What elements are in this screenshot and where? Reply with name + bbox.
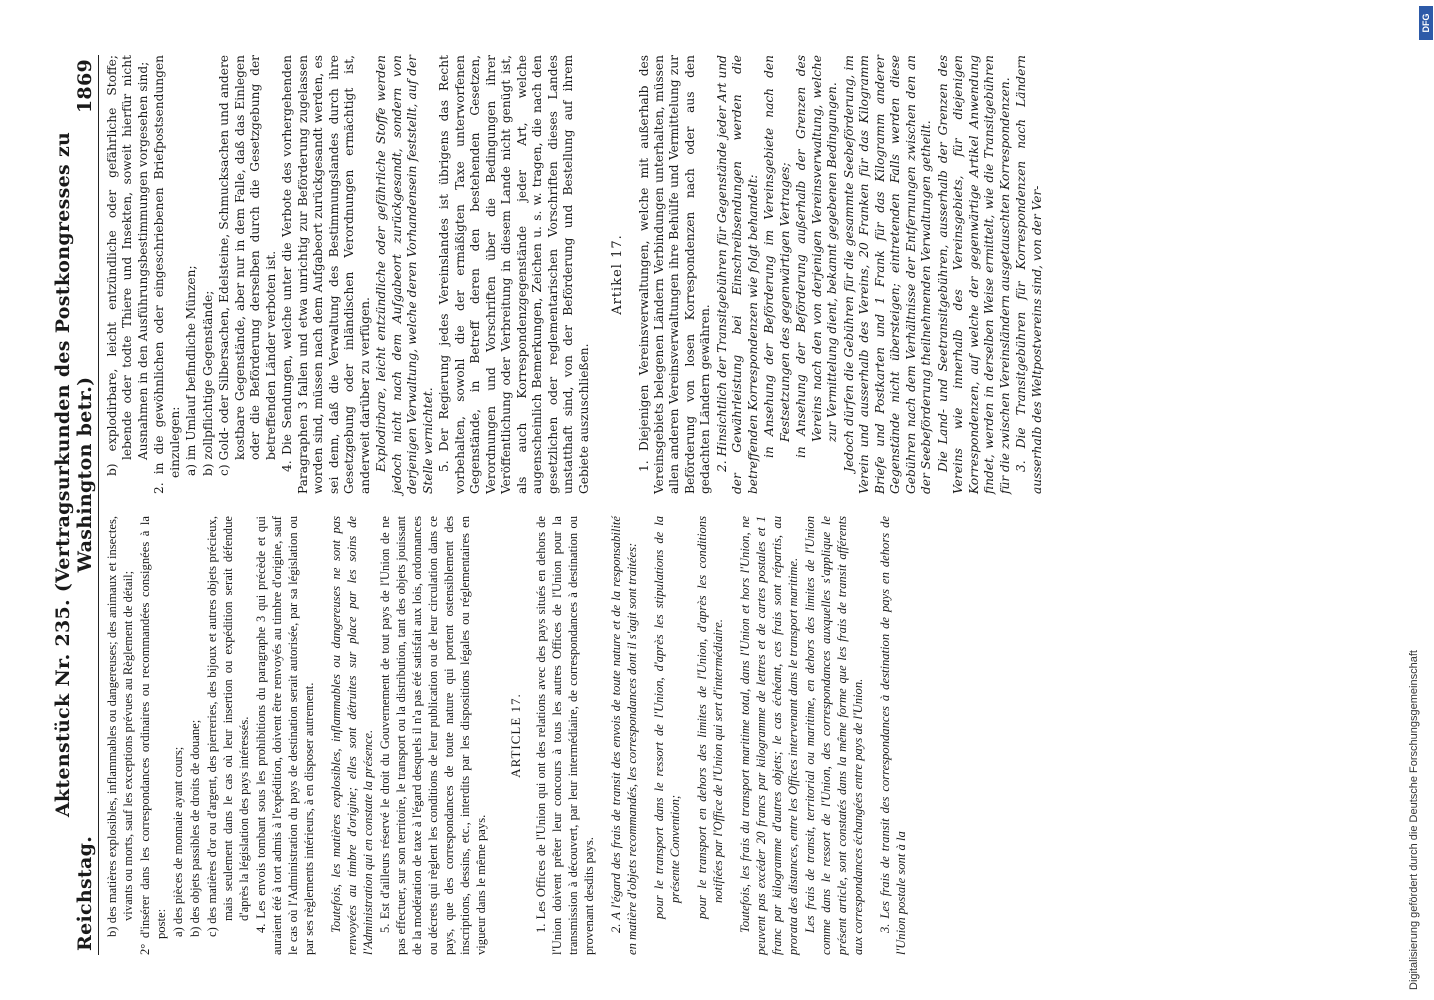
fr-article-17-3: 3. Les frais de transit des correspondances à destination de pays en dehors de l'Union postale sont à la xyxy=(877,516,908,955)
fr-paragraph-5: 5. Est d'ailleurs réservé le droit du Gouvernement de tout pays de l'Union de ne pas effectuer, sur son territoire, le transport ou la distribution, tant des objets jouissant de la modération de taxe à l'égard desquels il n'a pas été satisfait aux lois, ordonnances ou décrets qui règlent les conditions de leur publication ou de leur circulation dans ce pays, que des correspondances de toute nature qui portent ostensiblement des inscriptions, dessins, etc., interdits par les dispositions légales ou réglementaires en vigueur dans le même pays. xyxy=(377,516,488,955)
digitization-credit: Digitalisierung gefördert durch die Deutsche Forschungsgemeinschaft xyxy=(1408,650,1420,990)
french-column xyxy=(105,516,1046,955)
two-column-body xyxy=(99,55,1046,955)
de-item-2a: a) im Umlauf befindliche Münzen; xyxy=(184,265,199,476)
fr-article-title: ARTICLE 17. xyxy=(507,693,523,778)
fr-item-b: b) des matières explosibles, inflammables ou dangereuses; des animaux et insectes, vivants ou morts, sauf les exceptions prévues au Règlement de détail; xyxy=(105,516,135,937)
de-item-2b: b) zollpflichtige Gegenstände; xyxy=(200,290,215,476)
fr-paragraph-4: 4. Les envois tombant sous les prohibitions du paragraphe 3 qui précède et qui auraient été à tort admis à l'expédition, doivent être renvoyés au timbre d'origine, sauf le cas où l'Administration du pays de destination serait autorisée, par sa législation ou par ses règlements intérieurs, à en disposer autrement. xyxy=(253,516,316,955)
de-item-b: b) explodirbare, leicht entzündliche oder gefährliche Stoffe; lebende oder todte Thiere und Insekten, soweit hierfür nicht Ausnahmen in den Ausführungsbestimmungen vorgesehen sind; xyxy=(105,55,150,476)
fr-article-17-2: 2. A l'égard des frais de transit des envois de toute nature et de la responsabilité en matière d'objets recommandés, les correspondances dont il s'agit sont traitées: xyxy=(609,516,640,955)
fr-item-2c: c) des matières d'or ou d'argent, des pierreries, des bijoux et autres objets précieux, mais seulement dans le cas où leur insertion ou expédition serait défendue d'après la législation des pays intéressés. xyxy=(204,516,251,937)
fr-toutefois-maritime: Toutefois, les frais du transport maritime total, dans l'Union et hors l'Union, ne peuvent pas excéder 20 francs par kilogramme de lettres et de cartes postales et 1 franc par kilogramme d'autres objets; le cas échéant, ces frais sont répartis, au prorata des distances, entre les Offices intervenant dans le transport maritime. xyxy=(737,516,800,955)
header-left: Reichstag. xyxy=(74,835,96,951)
de-paragraph-4: 4. Die Sendungen, welche unter die Verbote des vorhergehenden Paragraphen 3 fallen und etwa unrichtig zur Beförderung zugelassen worden sind, müssen nach dem Aufgabeort zurückgesandt werden, es sei denn, daß die Verwaltung des Bestimmungslandes durch ihre Gesetzgebung oder inländischen Verordnungen ermächtigt ist, anderweit darüber zu verfügen. xyxy=(280,55,372,494)
de-article-17-1: 1. Diejenigen Vereinsverwaltungen, welche mit außerhalb des Vereinsgebiets belegenen Ländern Verbindungen unterhalten, müssen allen anderen Vereinsverwaltungen ihre Behülfe und Vermittelung zur Beförderung von losen Korrespondenzen nach oder aus den gedachten Ländern gewähren. xyxy=(636,55,713,494)
de-item-2: 2. in die gewöhnlichen oder eingeschriebenen Briefpostsendungen einzulegen: xyxy=(152,55,182,494)
dfg-logo-text: DFG xyxy=(1421,13,1431,33)
page-number: 1869 xyxy=(74,59,96,114)
de-paragraph-5: 5. Der Regierung jedes Vereinslandes ist übrigens das Recht vorbehalten, sowohl die der ermäßigten Taxe unterworfenen Gegenstände, in Betreff deren den bestehenden Gesetzen, Verordnungen und Vorschriften über die Bedingungen ihrer Veröffentlichung oder Verbreitung in diesem Lande nicht genügt ist, als auch Korrespondenzgegenstände jeder Art, welche augenscheinlich Bemerkungen, Zeichen u. s. w. tragen, die nach den gesetzlichen oder reglementarischen Vorschriften dieses Landes unstatthaft sind, von der Beförderung und Bestellung auf ihrem Gebiete auszuschließen. xyxy=(437,55,591,494)
de-jedoch: Jedoch dürfen die Gebühren für die gesammte Seebeförderung, im Verein und ausserhalb des Vereins, 20 Franken für das Kilogramm Briefe und Postkarten und 1 Frank für das Kilogramm anderer Gegenstände nicht übersteigen; eintretenden Falls werden diese Gebühren nach dem Verhältnisse der Entfernungen zwischen den an der Seebeförderung theilnehmenden Verwaltungen getheilt. xyxy=(841,55,934,494)
de-explodirbare: Explodirbare, leicht entzündliche oder gefährliche Stoffe werden jedoch nicht nach dem Aufgabeort zurückgesandt, sondern von derjenigen Verwaltung, welche deren Vorhandensein feststellt, auf der Stelle vernichtet. xyxy=(374,55,435,494)
de-item-2c: c) Gold- oder Silbersachen, Edelsteine, Schmucksachen und andere kostbare Gegenstände, aber nur in dem Falle, daß das Einlegen oder die Beförderung derselben durch die Gesetzgebung der betreffenden Länder verboten ist. xyxy=(217,55,278,476)
fr-toutefois-destruction: Toutefois, les matières explosibles, inflammables ou dangereuses ne sont pas renvoyées au timbre d'origine; elles sont détruites sur place par les soins de l'Administration qui en constate la présence. xyxy=(328,516,375,955)
de-land-see: Die Land- und Seetransitgebühren, ausserhalb der Grenzen des Vereins wie innerhalb des Vereinsgebiets, für diejenigen Korrespondenzen, auf welche der gegenwärtige Artikel Anwendung findet, werden in derselben Weise ermittelt, wie die Transitgebühren für die zwischen Vereinsländern ausgetauschten Korrespondenzen. xyxy=(935,55,1012,494)
fr-item-2b: b) des objets passibles de droits de douane; xyxy=(187,719,202,937)
german-column xyxy=(105,55,1046,494)
rotated-document-page xyxy=(52,55,1320,955)
dfg-logo xyxy=(1419,6,1433,40)
fr-article-17-2-first: pour le transport dans le ressort de l'Union, d'après les stipulations de la présente Convention; xyxy=(652,516,683,919)
fr-article-17-2-second: pour le transport en dehors des limites de l'Union, d'après les conditions notifiées par l'Office de l'Union qui sert d'intermédiaire. xyxy=(695,516,725,919)
fr-article-17-1: 1. Les Offices de l'Union qui ont des relations avec des pays situés en dehors de l'Union doivent prêter leur concours à tous les autres Offices de l'Union pour la transmission à découvert, par leur intermédiaire, de correspondances à destination ou provenant desdits pays. xyxy=(534,516,597,955)
de-article-17-2: 2. Hinsichtlich der Transitgebühren für Gegenstände jeder Art und der Gewährleistung bei Einschreibsendungen werden die betreffenden Korrespondenzen wie folgt behandelt: xyxy=(714,55,760,494)
header-title: Aktenstück Nr. 235. (Vertragsurkunden des Postkongresses zu Washington betr.) xyxy=(52,131,96,818)
fr-frais-transit: Les frais de transit, territorial ou maritime, en dehors des limites de l'Union comme dans le ressort de l'Union, des correspondances auxquelles s'applique le présent article, sont constatés dans la même forme que les frais de transit afférents aux correspondances échangées entre pays de l'Union. xyxy=(802,516,865,955)
de-article-title: Artikel 17. xyxy=(610,234,626,315)
de-article-17-2-first: in Ansehung der Beförderung im Vereinsgebiete nach den Festsetzungen des gegenwärtigen Vertrages; xyxy=(762,55,792,458)
de-article-17-2-second: in Ansehung der Beförderung außerhalb der Grenzen des Vereins nach den von derjenigen Vereinsverwaltung, welche zur Vermittelung dient, bekannt gegebenen Bedingungen. xyxy=(794,55,840,458)
running-header xyxy=(52,55,99,955)
fr-item-2: 2° d'insérer dans les correspondances ordinaires ou recommandées consignées à la poste: xyxy=(137,516,168,955)
fr-item-2a: a) des pièces de monnaie ayant cours; xyxy=(170,746,185,937)
de-article-17-3: 3. Die Transitgebühren für Korrespondenzen nach Ländern ausserhalb des Weltpostvereins sind, von der Ver- xyxy=(1014,55,1044,494)
